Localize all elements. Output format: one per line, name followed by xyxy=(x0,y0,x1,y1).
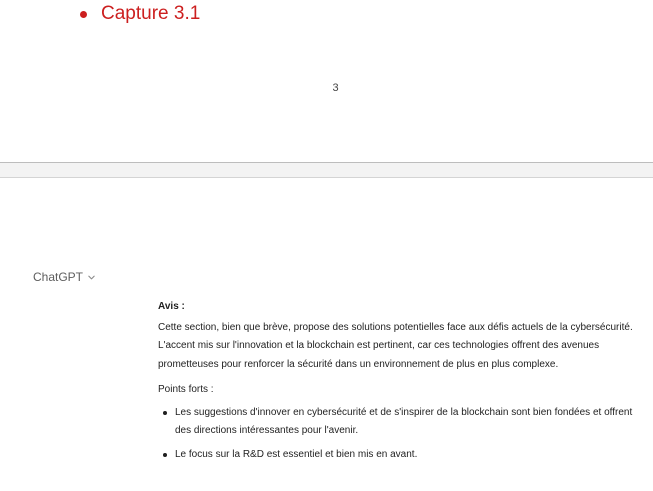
model-selector[interactable] xyxy=(33,270,96,284)
list-item xyxy=(175,446,634,465)
list-item-text: Les suggestions d'innover en cybersécurité et de s'inspirer de la blockchain sont bien fondées et offrent des directions intéressantes pour l'avenir. xyxy=(175,406,633,436)
review-heading: Avis : xyxy=(158,301,185,312)
strengths-heading: Points forts : xyxy=(158,384,214,395)
bullet-icon xyxy=(163,411,167,415)
list-item xyxy=(175,404,634,441)
list-item-text: Le focus sur la R&D est essentiel et bien mis en avant. xyxy=(175,448,418,460)
page-number: 3 xyxy=(332,82,339,94)
bullet-icon xyxy=(163,453,167,457)
chevron-down-icon xyxy=(87,273,96,282)
review-paragraph: Cette section, bien que brève, propose des solutions potentielles face aux défis actuels de la cybersécurité. L'accent mis sur l'innovation et la blockchain est pertinent, car ces technologies offrent des avenues prometteuses pour renforcer la sécurité dans un environnement de plus en plus complexe. xyxy=(158,321,633,370)
bullet-icon xyxy=(80,11,87,18)
figure-caption xyxy=(80,2,200,26)
caption-text: Capture 3.1 xyxy=(101,3,201,24)
page-separator xyxy=(0,162,653,178)
model-label: ChatGPT xyxy=(33,270,84,284)
assistant-message xyxy=(158,298,634,469)
strengths-list xyxy=(158,404,634,465)
